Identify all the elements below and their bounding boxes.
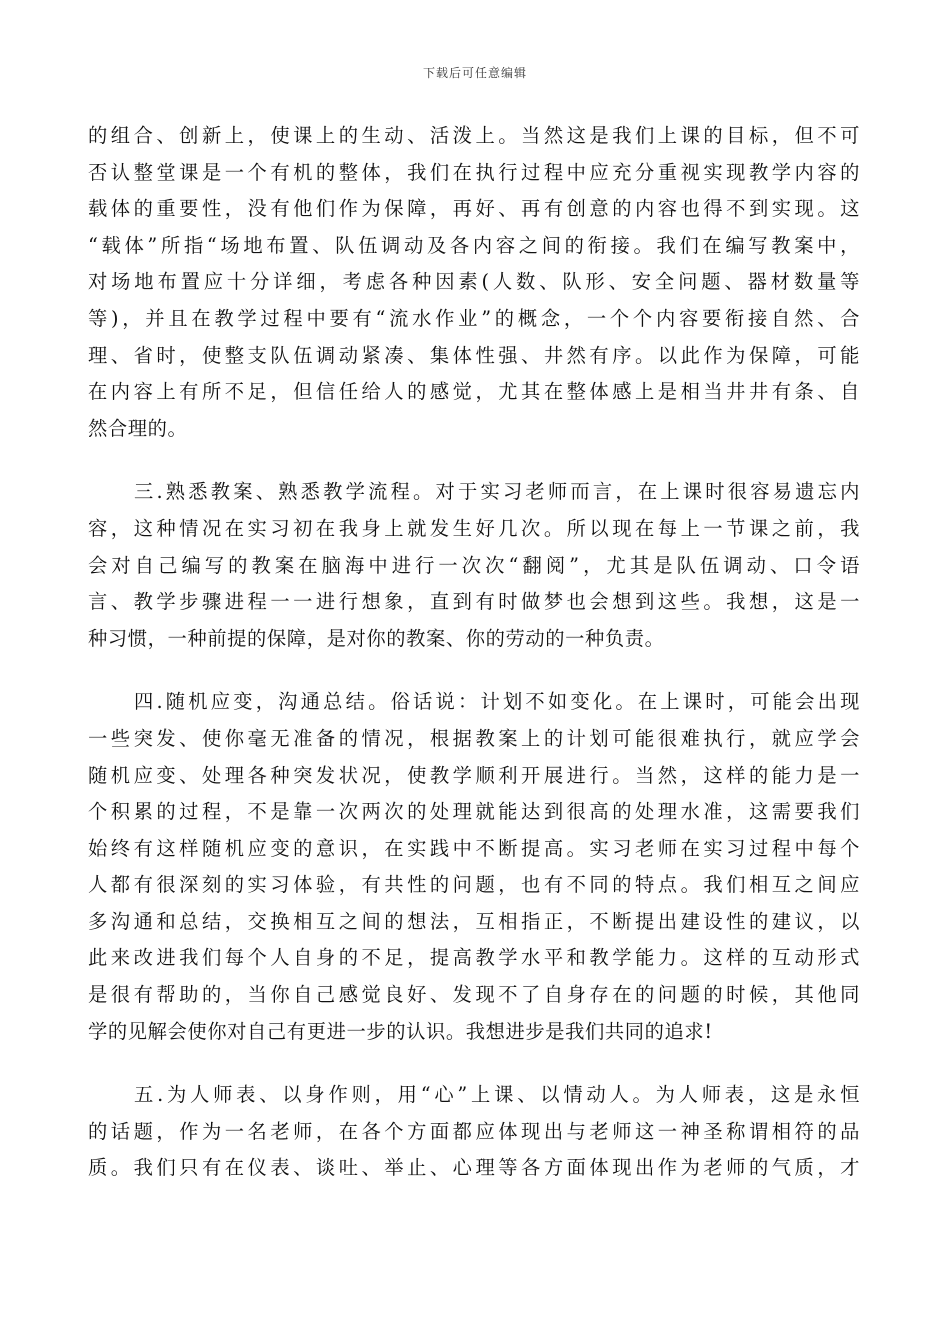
text-line: 言、教学步骤进程一一进行想象，直到有时做梦也会想到这些。我想，这是一	[88, 590, 860, 614]
text-line: 此来改进我们每个人自身的不足，提高教学水平和教学能力。这样的互动形式	[88, 946, 860, 970]
text-line: 多沟通和总结，交换相互之间的想法，互相指正，不断提出建设性的建议，以	[88, 909, 860, 933]
text-line: 等)，并且在教学过程中要有“流水作业”的概念，一个个内容要衔接自然、合	[88, 306, 860, 330]
text-line: 否认整堂课是一个有机的整体，我们在执行过程中应充分重视实现教学内容的	[88, 160, 860, 184]
text-line: 容，这种情况在实习初在我身上就发生好几次。所以现在每上一节课之前，我	[88, 516, 860, 540]
paragraph-1	[88, 118, 860, 447]
text-line: 人都有很深刻的实习体验，有共性的问题，也有不同的特点。我们相互之间应	[88, 873, 860, 897]
text-line: 理、省时，使整支队伍调动紧凑、集体性强、井然有序。以此作为保障，可能	[88, 343, 860, 367]
text-line: 学的见解会使你对自己有更进一步的认识。我想进步是我们共同的追求!	[88, 1019, 713, 1043]
text-line: 三.熟悉教案、熟悉教学流程。对于实习老师而言，在上课时很容易遗忘内	[134, 480, 860, 504]
text-line: 是很有帮助的，当你自己感觉良好、发现不了自身存在的问题的时候，其他同	[88, 983, 860, 1007]
text-line: 五.为人师表、以身作则，用“心”上课、以情动人。为人师表，这是永恒	[134, 1083, 860, 1107]
text-line: 始终有这样随机应变的意识，在实践中不断提高。实习老师在实习过程中每个	[88, 836, 860, 860]
paragraph-3	[88, 684, 860, 1050]
text-line: 质。我们只有在仪表、谈吐、举止、心理等各方面体现出作为老师的气质，才	[88, 1156, 860, 1180]
text-line: 随机应变、处理各种突发状况，使教学顺利开展进行。当然，这样的能力是一	[88, 763, 860, 787]
text-line: 个积累的过程，不是靠一次两次的处理就能达到很高的处理水准，这需要我们	[88, 800, 860, 824]
text-line: 会对自己编写的教案在脑海中进行一次次“翻阅”，尤其是队伍调动、口令语	[88, 553, 860, 577]
page-header: 下载后可任意编辑	[422, 66, 527, 80]
text-line: 种习惯，一种前提的保障，是对你的教案、你的劳动的一种负责。	[88, 626, 665, 650]
paragraph-4	[88, 1077, 860, 1187]
text-line: 四.随机应变，沟通总结。俗话说：计划不如变化。在上课时，可能会出现	[134, 690, 860, 714]
text-line: “载体”所指“场地布置、队伍调动及各内容之间的衔接。我们在编写教案中，	[88, 233, 860, 257]
text-line: 的话题，作为一名老师，在各个方面都应体现出与老师这一神圣称谓相符的品	[88, 1119, 860, 1143]
text-line: 然合理的。	[88, 416, 188, 440]
text-line: 在内容上有所不足，但信任给人的感觉，尤其在整体感上是相当井井有条、自	[88, 380, 860, 404]
text-line: 一些突发、使你毫无准备的情况，根据教案上的计划可能很难执行，就应学会	[88, 726, 860, 750]
document-body	[88, 118, 860, 1187]
text-line: 的组合、创新上，使课上的生动、活泼上。当然这是我们上课的目标，但不可	[88, 124, 860, 147]
text-line: 对场地布置应十分详细，考虑各种因素(人数、队形、安全问题、器材数量等	[88, 270, 860, 294]
paragraph-2	[88, 474, 860, 657]
text-line: 载体的重要性，没有他们作为保障，再好、再有创意的内容也得不到实现。这	[88, 197, 860, 221]
